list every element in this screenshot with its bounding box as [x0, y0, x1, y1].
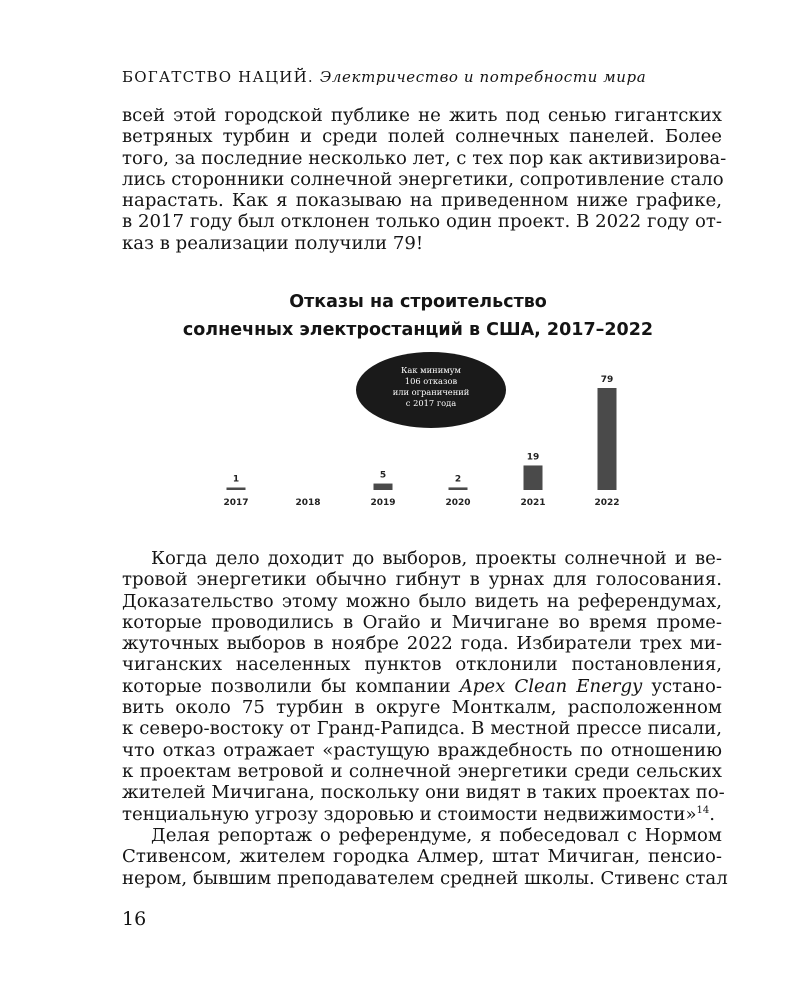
text-line: лись сторонники солнечной энергетики, сопротивление стало	[122, 168, 724, 190]
text-line: к проектам ветровой и солнечной энергетики среди сельских	[122, 760, 722, 782]
paragraph-report	[122, 825, 728, 889]
chart-value-label: 1	[232, 474, 240, 485]
chart-category-label: 2021	[520, 498, 546, 508]
chart-category-label: 2022	[594, 498, 620, 508]
paragraph-elections	[122, 548, 725, 825]
chart-bar	[449, 487, 468, 490]
chart-bar	[598, 388, 617, 490]
text-line: нером, бывшим преподавателем средней школы. Стивенс стал	[122, 867, 728, 889]
text-line: нарастать. Как я показываю на приведенном ниже графике,	[122, 190, 722, 212]
chart-bar	[524, 465, 543, 490]
text-line: вить около 75 турбин в округе Монткалм, расположенном	[122, 697, 722, 719]
text-line: Когда дело доходит до выборов, проекты солнечной и ве-	[151, 548, 722, 569]
chart-value-label: 5	[379, 470, 387, 481]
text-line: Доказательство этому можно было видеть на референдумах,	[122, 590, 722, 612]
text-line: жуточных выборов в ноябре 2022 года. Избиратели трех ми-	[122, 633, 722, 655]
text-line: чиганских населенных пунктов отклонили постановления,	[122, 654, 722, 676]
text-line	[122, 804, 722, 825]
chart-annotation-text: Как минимум	[400, 365, 462, 375]
header-chapter-title: Электричество и потребности мира	[319, 68, 647, 86]
chart-title-line-1: Отказы на строительство	[289, 292, 547, 312]
page-number: 16	[122, 908, 147, 930]
text-line	[122, 676, 722, 697]
text-segment: тенциальную угрозу здоровью и стоимости недвижимости»	[122, 803, 697, 825]
text-line: Делая репортаж о референдуме, я побеседовал с Нормом	[151, 825, 722, 846]
text-line: жителей Мичигана, поскольку они видят в таких проектах по-	[122, 782, 725, 804]
chart-annotation-text: или ограничений	[392, 387, 470, 397]
chart-annotation-text: с 2017 года	[405, 398, 457, 408]
text-line: к северо-востоку от Гранд-Рапидса. В местной прессе писали,	[122, 718, 722, 740]
company-name: Apex Clean Energy	[459, 675, 643, 697]
text-line: в 2017 году был отклонен только один проект. В 2022 году от-	[122, 211, 722, 233]
chart-annotation-text: 106 отказов	[404, 376, 458, 386]
footnote-marker[interactable]: 14	[696, 804, 710, 816]
chart-title-line-2: солнечных электростанций в США, 2017–2022	[182, 320, 654, 340]
header-book-title: БОГАТСТВО НАЦИЙ.	[122, 68, 314, 86]
chart-category-label: 2017	[223, 498, 249, 508]
chart-category-label: 2020	[445, 498, 471, 508]
text-line: которые проводились в Огайо и Мичигане во время проме-	[122, 611, 722, 633]
text-segment: которые позволили бы компании	[122, 675, 460, 697]
text-line: того, за последние несколько лет, с тех пор как активизирова-	[122, 147, 727, 169]
text-line: каз в реализации получили 79!	[122, 232, 424, 254]
text-segment: .	[709, 803, 716, 825]
chart-value-label: 79	[600, 375, 614, 385]
text-line: Стивенсом, жителем городка Алмер, штат Мичиган, пенсио-	[122, 846, 722, 868]
chart-category-label: 2019	[370, 498, 396, 508]
chart-bar	[374, 484, 393, 490]
text-segment: устано-	[642, 675, 722, 697]
chart-category-label: 2018	[295, 498, 321, 508]
chart-value-label: 19	[526, 452, 540, 463]
chart-bar	[227, 488, 246, 491]
text-line: всей этой городской публике не жить под сенью гигантских	[122, 105, 722, 126]
text-line: ветряных турбин и среди полей солнечных панелей. Более	[122, 126, 722, 148]
text-line: что отказ отражает «растущую враждебность по отношению	[122, 739, 722, 761]
chart-value-label: 2	[454, 474, 462, 485]
text-line: тровой энергетики обычно гибнут в урнах для голосования.	[122, 569, 722, 591]
